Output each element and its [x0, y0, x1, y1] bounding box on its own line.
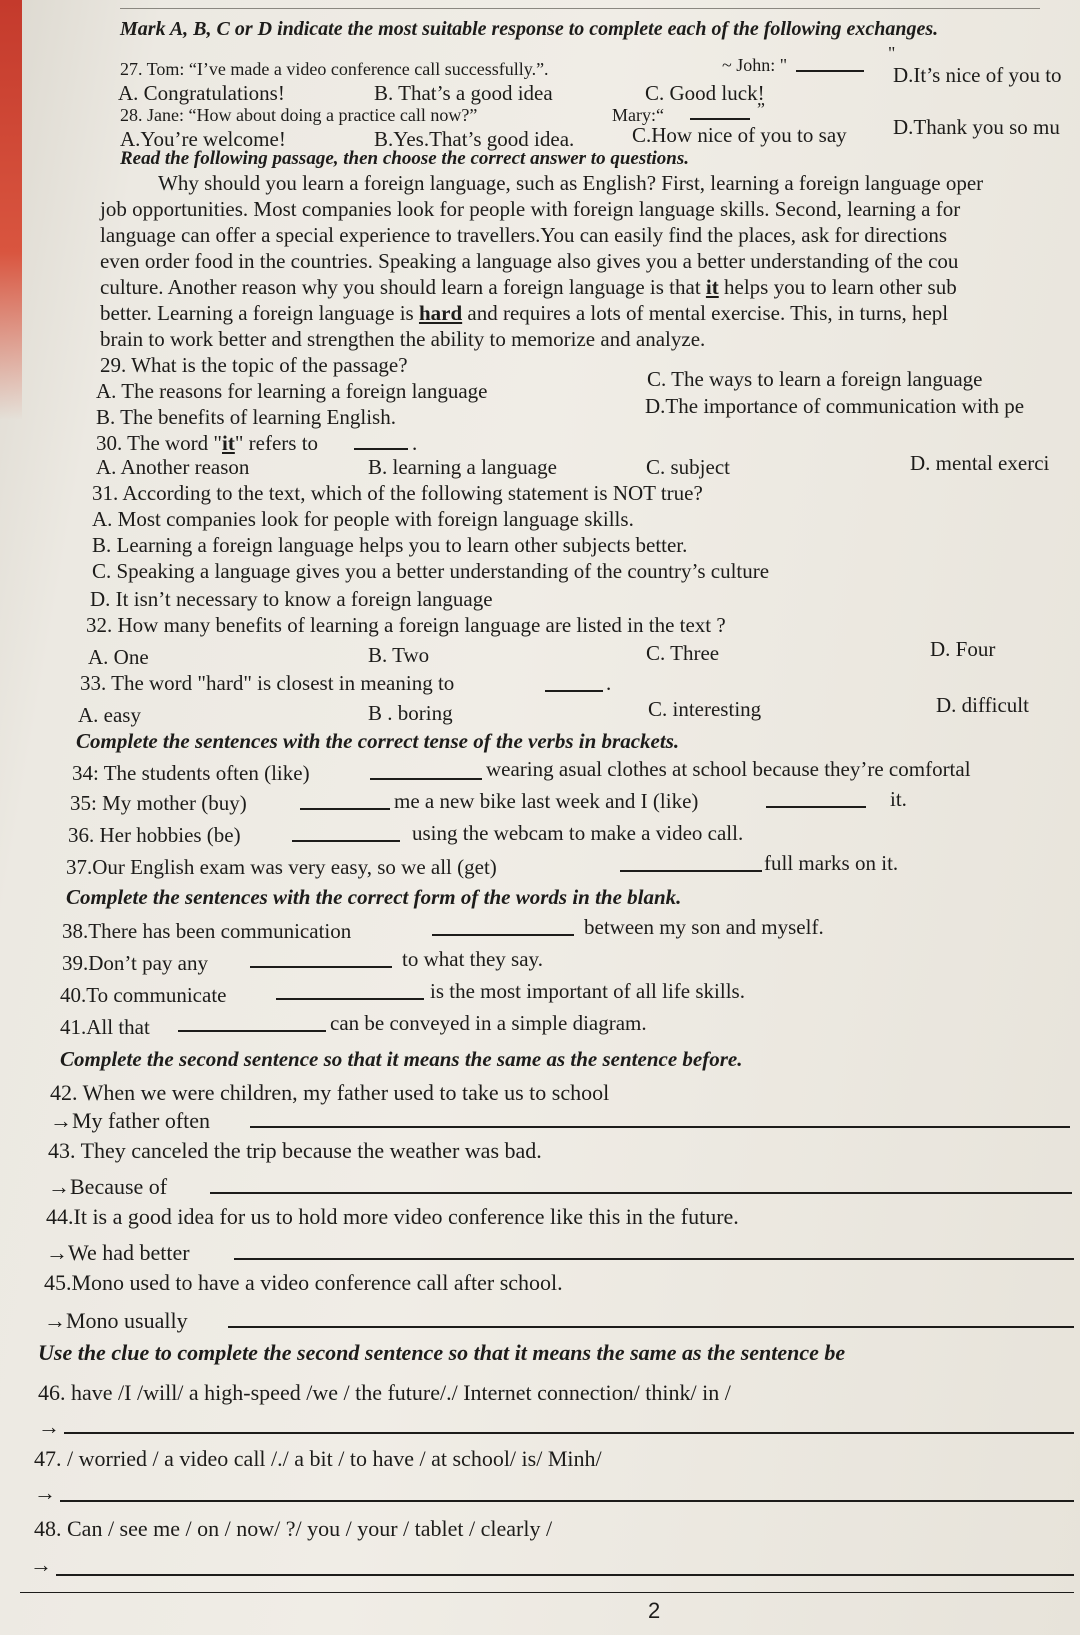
- q28-answer-blank[interactable]: [690, 118, 750, 120]
- q34-text-a: 34: The students often (like): [72, 761, 310, 785]
- q27-option-a[interactable]: A. Congratulations!: [118, 81, 285, 105]
- q28-option-a[interactable]: A.You’re welcome!: [120, 127, 286, 151]
- mc-heading: Mark A, B, C or D indicate the most suitable response to complete each of the following exchanges.: [120, 18, 939, 40]
- q36-answer-blank[interactable]: [292, 840, 400, 842]
- q47-stem: 47. / worried / a video call /./ a bit / to have / at school/ is/ Minh/: [34, 1446, 602, 1471]
- q31-option-b[interactable]: B. Learning a foreign language helps you to learn other subjects better.: [92, 533, 688, 557]
- red-background-strip: [0, 0, 22, 420]
- q28-quote-end: ”: [757, 99, 765, 119]
- q30-stem-end: .: [412, 431, 418, 455]
- page-number: 2: [648, 1598, 661, 1623]
- q41-text-b: can be conveyed in a simple diagram.: [330, 1011, 647, 1035]
- q30-stem: [96, 430, 318, 456]
- q28-stem: 28. Jane: “How about doing a practice call now?”: [120, 105, 478, 125]
- q48-answer-line[interactable]: [56, 1574, 1074, 1576]
- q44-answer-line[interactable]: [234, 1258, 1074, 1260]
- q44-stem: 44.It is a good idea for us to hold more video conference like this in the future.: [46, 1204, 739, 1229]
- q32-option-b[interactable]: B. Two: [368, 643, 430, 667]
- passage-line-6b: and requires a lots of mental exercise. This, in turns, hepl: [462, 301, 949, 325]
- q30-option-a[interactable]: A. Another reason: [96, 455, 250, 479]
- reading-heading: Read the following passage, then choose the correct answer to questions.: [120, 148, 689, 169]
- passage-line-3: language can offer a special experience to travellers.You can easily find the places, ask for directions: [100, 223, 948, 247]
- passage-line-7: brain to work better and strengthen the ability to memorize and analyze.: [100, 327, 706, 351]
- passage-line-1: Why should you learn a foreign language, such as English? First, learning a foreign language oper: [158, 171, 984, 195]
- q38-answer-blank[interactable]: [432, 934, 574, 936]
- q39-answer-blank[interactable]: [250, 966, 392, 968]
- q30-option-d[interactable]: D. mental exerci: [910, 451, 1050, 475]
- q27-option-d[interactable]: D.It’s nice of you to: [893, 63, 1062, 87]
- q46-stem: 46. have /I /will/ a high-speed /we / the future/./ Internet connection/ think/ in /: [38, 1380, 731, 1405]
- wordform-heading: Complete the sentences with the correct form of the words in the blank.: [66, 885, 682, 909]
- q27-john: ~ John: ": [722, 55, 788, 75]
- q31-stem: 31. According to the text, which of the following statement is NOT true?: [92, 481, 703, 505]
- passage-line-4: even order food in the countries. Speaking a language also gives you a better understanding of the cou: [100, 249, 959, 273]
- q30-option-c[interactable]: C. subject: [646, 455, 730, 479]
- q41-answer-blank[interactable]: [178, 1030, 326, 1032]
- q36-text-b: using the webcam to make a video call.: [412, 821, 744, 845]
- q33-option-c[interactable]: C. interesting: [648, 697, 762, 721]
- q30-stem-b: " refers to: [234, 431, 319, 455]
- q35-answer-blank-2[interactable]: [766, 806, 866, 808]
- top-rule: [120, 8, 1040, 9]
- q33-option-b[interactable]: B . boring: [368, 701, 453, 725]
- q40-text-a: 40.To communicate: [60, 983, 227, 1007]
- q37-text-a: 37.Our English exam was very easy, so we all (get): [66, 855, 497, 879]
- q30-stem-a: 30. The word ": [96, 431, 222, 455]
- q31-option-a[interactable]: A. Most companies look for people with foreign language skills.: [92, 507, 634, 531]
- q30-word-it: it: [222, 431, 235, 455]
- q35-text-c: it.: [890, 787, 907, 811]
- q27-answer-blank[interactable]: [796, 70, 864, 72]
- q29-option-c[interactable]: C. The ways to learn a foreign language: [647, 367, 983, 391]
- q28-mary: Mary:“: [612, 105, 664, 125]
- q33-option-a[interactable]: A. easy: [78, 703, 141, 727]
- q27-option-b[interactable]: B. That’s a good idea: [374, 81, 553, 105]
- q37-text-b: full marks on it.: [764, 851, 899, 875]
- q27-option-c[interactable]: C. Good luck!: [645, 81, 765, 105]
- q29-option-b[interactable]: B. The benefits of learning English.: [96, 405, 396, 429]
- q31-option-d[interactable]: D. It isn’t necessary to know a foreign language: [90, 587, 493, 611]
- clue-heading: Use the clue to complete the second sentence so that it means the same as the sentence be: [38, 1340, 846, 1365]
- passage-word-hard: hard: [418, 301, 463, 325]
- q39-text-a: 39.Don’t pay any: [62, 951, 209, 975]
- passage-line-6a: better. Learning a foreign language is: [100, 301, 419, 325]
- q34-text-b: wearing asual clothes at school because they’re comfortal: [486, 757, 971, 781]
- q42-prompt: →My father often: [50, 1108, 211, 1133]
- q45-prompt: →Mono usually: [44, 1308, 188, 1333]
- q27-quote-end: ": [888, 43, 896, 63]
- q38-text-a: 38.There has been communication: [62, 919, 352, 943]
- q32-stem: 32. How many benefits of learning a foreign language are listed in the text ?: [86, 613, 726, 637]
- q35-text-b: me a new bike last week and I (like): [394, 789, 699, 813]
- q40-text-b: is the most important of all life skills.: [430, 979, 745, 1003]
- q46-arrow: →: [38, 1414, 60, 1439]
- q32-option-d[interactable]: D. Four: [930, 637, 996, 661]
- q39-text-b: to what they say.: [402, 947, 543, 971]
- q42-stem: 42. When we were children, my father used to take us to school: [50, 1080, 610, 1105]
- q47-arrow: →: [34, 1480, 56, 1505]
- q46-answer-line[interactable]: [64, 1432, 1074, 1434]
- q29-stem: 29. What is the topic of the passage?: [100, 353, 408, 377]
- q36-text-a: 36. Her hobbies (be): [68, 823, 241, 847]
- q38-text-b: between my son and myself.: [584, 915, 824, 939]
- q31-option-c[interactable]: C. Speaking a language gives you a better understanding of the country’s culture: [92, 559, 770, 583]
- q35-text-a: 35: My mother (buy): [70, 791, 247, 815]
- q28-option-c[interactable]: C.How nice of you to say: [632, 123, 847, 147]
- q43-prompt: →Because of: [48, 1174, 168, 1199]
- q41-text-a: 41.All that: [60, 1015, 150, 1039]
- passage-line-2: job opportunities. Most companies look for people with foreign language skills. Second, learning a for: [100, 197, 961, 221]
- q32-option-a[interactable]: A. One: [88, 645, 149, 669]
- passage-line-5: [100, 274, 957, 300]
- q48-stem: 48. Can / see me / on / now/ ?/ you / your / tablet / clearly /: [34, 1516, 553, 1541]
- q48-arrow: →: [30, 1552, 52, 1577]
- q27-stem: 27. Tom: “I’ve made a video conference call successfully.”.: [120, 59, 549, 79]
- q47-answer-line[interactable]: [60, 1500, 1074, 1502]
- q33-stem-end: .: [606, 671, 612, 695]
- q32-option-c[interactable]: C. Three: [646, 641, 720, 665]
- q44-prompt: →We had better: [46, 1240, 190, 1265]
- q28-option-d[interactable]: D.Thank you so mu: [893, 115, 1060, 139]
- q30-answer-blank[interactable]: [354, 448, 408, 450]
- q33-stem: 33. The word "hard" is closest in meaning to: [80, 671, 455, 695]
- q45-stem: 45.Mono used to have a video conference call after school.: [44, 1270, 563, 1295]
- q43-answer-line[interactable]: [210, 1192, 1072, 1194]
- passage-line-6: [100, 300, 948, 326]
- q33-option-d[interactable]: D. difficult: [936, 693, 1029, 717]
- passage-line-5a: culture. Another reason why you should learn a foreign language is that: [100, 275, 706, 299]
- rewrite-heading: Complete the second sentence so that it means the same as the sentence before.: [60, 1047, 743, 1071]
- q35-answer-blank-1[interactable]: [300, 808, 390, 810]
- bottom-rule: [20, 1592, 1074, 1593]
- passage-line-5b: helps you to learn other sub: [718, 275, 957, 299]
- q33-answer-blank[interactable]: [545, 690, 603, 692]
- q28-option-b[interactable]: B.Yes.That’s good idea.: [374, 127, 575, 151]
- q34-answer-blank[interactable]: [370, 778, 482, 780]
- q45-answer-line[interactable]: [228, 1326, 1074, 1328]
- q29-option-d[interactable]: D.The importance of communication with pe: [645, 394, 1025, 418]
- q42-answer-line[interactable]: [250, 1126, 1070, 1128]
- tense-heading: Complete the sentences with the correct tense of the verbs in brackets.: [76, 729, 680, 753]
- passage-word-it: it: [705, 275, 719, 299]
- q37-answer-blank[interactable]: [620, 870, 762, 872]
- q29-option-a[interactable]: A. The reasons for learning a foreign language: [96, 379, 488, 403]
- q30-option-b[interactable]: B. learning a language: [368, 455, 557, 479]
- q40-answer-blank[interactable]: [276, 998, 424, 1000]
- q43-stem: 43. They canceled the trip because the weather was bad.: [48, 1138, 542, 1163]
